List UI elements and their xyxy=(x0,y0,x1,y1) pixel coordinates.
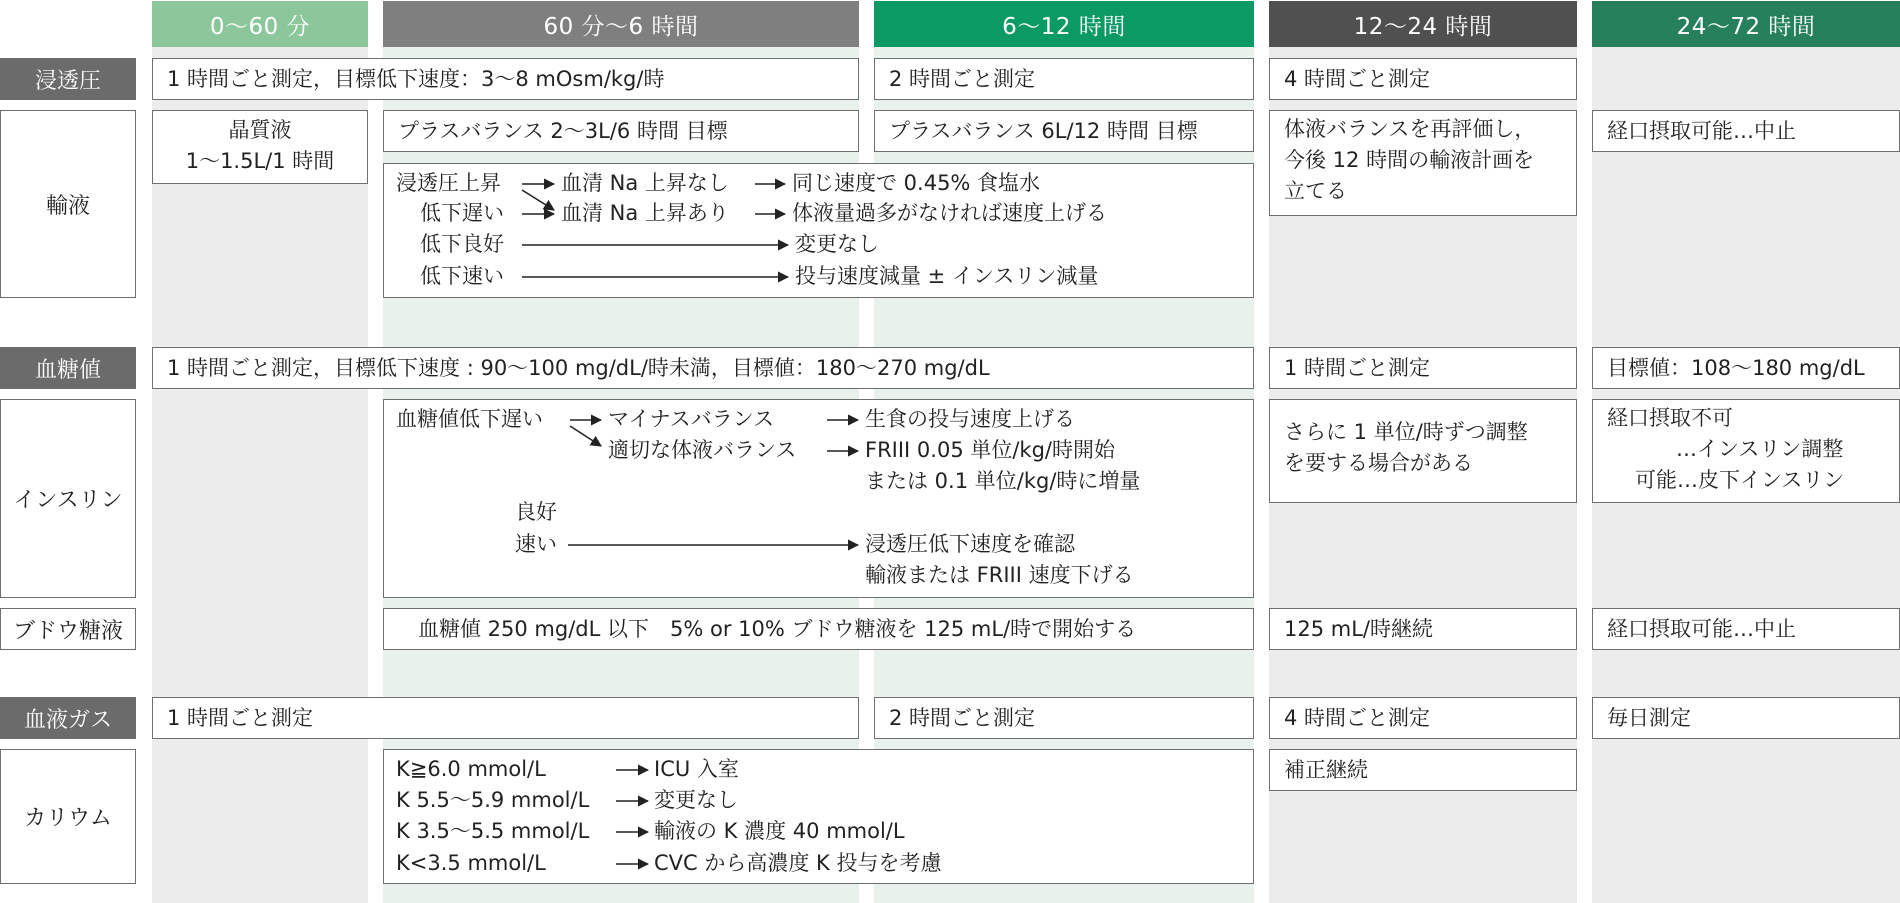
fluids-flow-fast: 低下速い xyxy=(420,264,504,288)
osmolality-hourly-text: 1 時間ごと測定，目標低下速度：3〜8 mOsm/kg/時 xyxy=(167,66,665,91)
fluids-target-12h-text: プラスバランス 6L/12 時間 目標 xyxy=(889,118,1198,143)
fluids-flow-action-3: 変更なし xyxy=(795,232,879,256)
potassium-action-4: CVC から高濃度 K 投与を考慮 xyxy=(654,851,942,875)
potassium-action-3: 輸液の K 濃度 40 mmol/L xyxy=(654,819,905,843)
row-label-glucose: 血糖値 xyxy=(0,347,136,389)
potassium-cond-4: K<3.5 mmol/L xyxy=(396,851,546,875)
header-6-12h: 6〜12 時間 xyxy=(874,1,1254,47)
dextrose-start-text: 血糖値 250 mg/dL 以下 5% or 10% ブドウ糖液を 125 mL/時で開始する xyxy=(418,616,1137,641)
row-label-fluids: 輸液 xyxy=(0,110,136,298)
blood-gas-4h-text: 4 時間ごと測定 xyxy=(1284,705,1431,730)
potassium-cond-2: K 5.5〜5.9 mmol/L xyxy=(396,788,590,812)
glucose-hourly-text: 1 時間ごと測定，目標低下速度 : 90〜100 mg/dL/時未満，目標値：180〜270 mg/dL xyxy=(167,355,990,380)
insulin-flow-action-3b: 輸液または FRIII 速度下げる xyxy=(865,563,1134,587)
fluids-flow-action-1: 同じ速度で 0.45% 食塩水 xyxy=(792,171,1041,195)
blood-gas-daily-text: 毎日測定 xyxy=(1607,705,1691,730)
row-label-potassium: カリウム xyxy=(0,749,136,884)
insulin-flow-action-2b: または 0.1 単位/kg/時に増量 xyxy=(865,469,1141,493)
glucose-12-24h-text: 1 時間ごと測定 xyxy=(1284,355,1431,380)
fluids-flow-osm-rise: 浸透圧上昇 xyxy=(396,171,501,195)
insulin-adjust-line1: さらに 1 単位/時ずつ調整 xyxy=(1284,420,1528,444)
potassium-cond-3: K 3.5〜5.5 mmol/L xyxy=(396,819,590,843)
fluids-flow-na-up: 血清 Na 上昇あり xyxy=(561,201,729,225)
fluids-reassess-line1: 体液バランスを再評価し， xyxy=(1284,117,1536,141)
fluids-flow-good: 低下良好 xyxy=(420,232,504,256)
fluids-stop-text: 経口摂取可能…中止 xyxy=(1607,118,1796,143)
fluids-reassess-line3: 立てる xyxy=(1284,179,1347,203)
insulin-adjust-line2: を要する場合がある xyxy=(1284,451,1473,475)
dextrose-stop-text: 経口摂取可能…中止 xyxy=(1607,616,1796,641)
fluids-flow-na-none: 血清 Na 上昇なし xyxy=(561,171,729,195)
insulin-flow-adequate-balance: 適切な体液バランス xyxy=(608,438,797,462)
arrow-slow-to-adequate xyxy=(570,426,601,446)
header-12-24h: 12〜24 時間 xyxy=(1269,1,1577,47)
osmolality-4h-text: 4 時間ごと測定 xyxy=(1284,66,1431,91)
potassium-action-1: ICU 入室 xyxy=(654,757,739,781)
fluids-reassess-line2: 今後 12 時間の輸液計画を xyxy=(1284,148,1535,172)
arrow-osm-to-na-up xyxy=(522,190,554,210)
dextrose-continue-text: 125 mL/時継続 xyxy=(1284,616,1433,641)
blood-gas-hourly-text: 1 時間ごと測定 xyxy=(167,705,314,730)
header-0-60min: 0〜60 分 xyxy=(152,1,368,47)
blood-gas-2h-text: 2 時間ごと測定 xyxy=(889,705,1036,730)
insulin-flow-action-1: 生食の投与速度上げる xyxy=(865,407,1075,431)
insulin-flow-slow: 血糖値低下遅い xyxy=(396,407,543,431)
row-label-osmolality: 浸透圧 xyxy=(0,58,136,100)
fluids-target-6h-text: プラスバランス 2〜3L/6 時間 目標 xyxy=(398,118,728,143)
insulin-oral-line2: …インスリン調整 xyxy=(1676,437,1844,461)
insulin-flow-action-3: 浸透圧低下速度を確認 xyxy=(865,532,1075,556)
fluids-crystalloid-line1: 晶質液 xyxy=(228,118,292,142)
insulin-oral-line1: 経口摂取不可 xyxy=(1607,406,1733,430)
insulin-flow-minus-balance: マイナスバランス xyxy=(608,407,775,431)
row-label-insulin: インスリン xyxy=(0,399,136,598)
osmolality-2h-text: 2 時間ごと測定 xyxy=(889,66,1036,91)
fluids-flow-action-2: 体液量過多がなければ速度上げる xyxy=(792,201,1107,225)
potassium-action-2: 変更なし xyxy=(654,788,738,812)
row-label-dextrose: ブドウ糖液 xyxy=(0,608,136,650)
insulin-flow-good: 良好 xyxy=(515,500,557,524)
glucose-target-text: 目標値：108〜180 mg/dL xyxy=(1607,355,1865,380)
header-60min-6h: 60 分〜6 時間 xyxy=(383,1,859,47)
potassium-cond-1: K≧6.0 mmol/L xyxy=(396,757,546,781)
row-label-blood-gas: 血液ガス xyxy=(0,697,136,739)
fluids-crystalloid-line2: 1〜1.5L/1 時間 xyxy=(185,149,335,173)
insulin-flow-fast: 速い xyxy=(515,532,557,556)
fluids-flow-slow: 低下遅い xyxy=(420,201,504,225)
insulin-oral-line3: 可能…皮下インスリン xyxy=(1635,468,1845,492)
header-24-72h: 24〜72 時間 xyxy=(1592,1,1900,47)
insulin-flow-action-2: FRIII 0.05 単位/kg/時開始 xyxy=(865,438,1116,462)
potassium-continue-text: 補正継続 xyxy=(1284,757,1368,782)
fluids-flow-action-4: 投与速度減量 ± インスリン減量 xyxy=(795,264,1099,288)
